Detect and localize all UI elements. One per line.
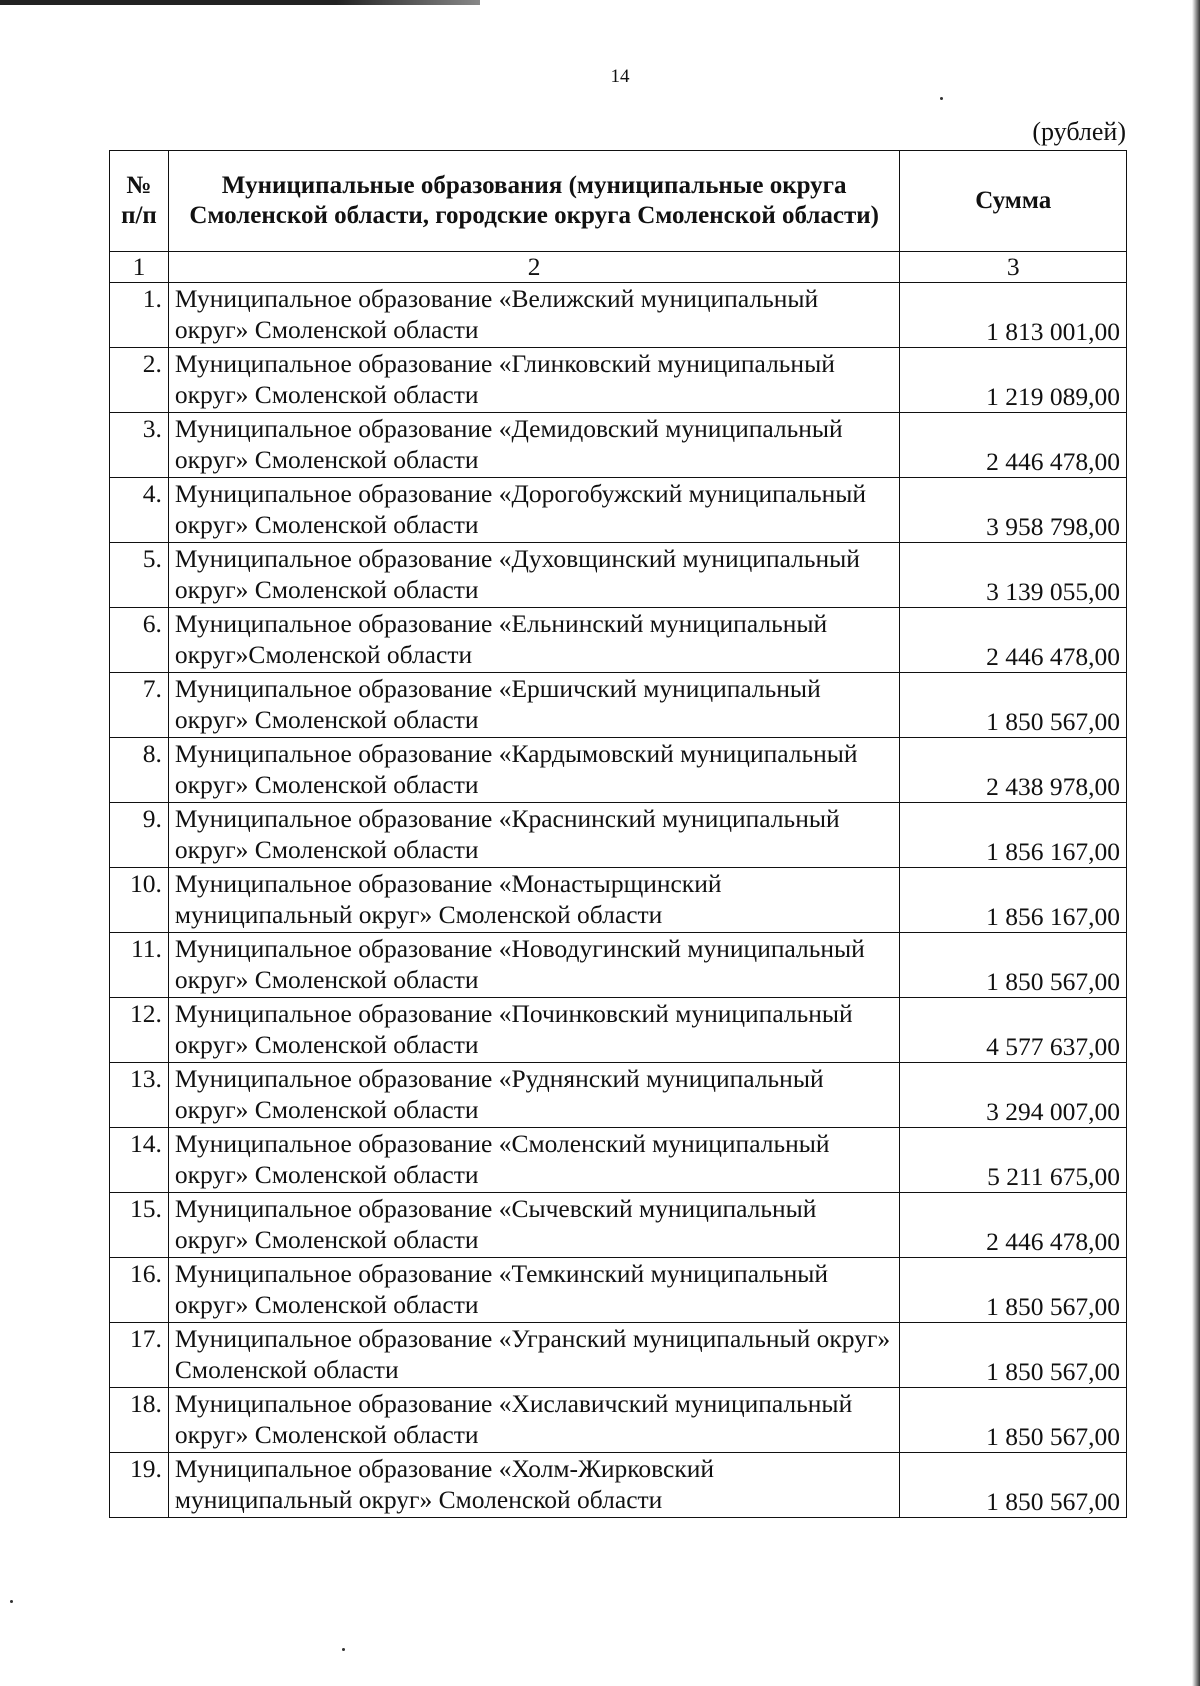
row-sum: 1 219 089,00 [900,348,1127,413]
row-number: 12. [110,998,169,1063]
table-row [110,543,1127,608]
row-sum: 3 139 055,00 [900,543,1127,608]
row-municipality: Муниципальное образование «Демидовский муниципальный округ» Смоленской области [168,413,900,478]
row-number: 19. [110,1453,169,1518]
row-number: 9. [110,803,169,868]
row-municipality: Муниципальное образование «Темкинский муниципальный округ» Смоленской области [168,1258,900,1323]
row-sum: 1 850 567,00 [900,1323,1127,1388]
row-municipality: Муниципальное образование «Починковский муниципальный округ» Смоленской области [168,998,900,1063]
row-municipality: Муниципальное образование «Духовщинский муниципальный округ» Смоленской области [168,543,900,608]
row-municipality: Муниципальное образование «Дорогобужский муниципальный округ» Смоленской области [168,478,900,543]
column-number: 1 [110,252,169,283]
row-sum: 1 850 567,00 [900,1258,1127,1323]
row-municipality: Муниципальное образование «Краснинский муниципальный округ» Смоленской области [168,803,900,868]
row-number: 11. [110,933,169,998]
row-municipality: Муниципальное образование «Новодугинский муниципальный округ» Смоленской области [168,933,900,998]
row-municipality: Муниципальное образование «Глинковский муниципальный округ» Смоленской области [168,348,900,413]
header-sum: Сумма [900,151,1127,252]
row-municipality: Муниципальное образование «Холм-Жирковский муниципальный округ» Смоленской области [168,1453,900,1518]
row-sum: 3 958 798,00 [900,478,1127,543]
header-municipality: Муниципальные образования (муниципальные округа Смоленской области, городские округа Смоленской области) [168,151,900,252]
table-row [110,1258,1127,1323]
row-sum: 2 438 978,00 [900,738,1127,803]
table-row [110,478,1127,543]
table-row [110,1453,1127,1518]
scan-speck [342,1648,345,1651]
table-row [110,1063,1127,1128]
row-sum: 2 446 478,00 [900,413,1127,478]
table-row [110,868,1127,933]
row-sum: 1 850 567,00 [900,673,1127,738]
row-municipality: Муниципальное образование «Ершичский муниципальный округ» Смоленской области [168,673,900,738]
scan-top-line [0,0,480,5]
row-number: 15. [110,1193,169,1258]
header-number: № п/п [110,151,169,252]
row-municipality: Муниципальное образование «Смоленский муниципальный округ» Смоленской области [168,1128,900,1193]
column-number: 2 [168,252,900,283]
row-sum: 3 294 007,00 [900,1063,1127,1128]
column-number: 3 [900,252,1127,283]
unit-label: (рублей) [1032,117,1126,146]
row-sum: 1 850 567,00 [900,933,1127,998]
row-sum: 1 856 167,00 [900,803,1127,868]
row-number: 4. [110,478,169,543]
table-row [110,1128,1127,1193]
table-row [110,1388,1127,1453]
scan-right-edge [1192,0,1200,1686]
table-row [110,803,1127,868]
row-sum: 4 577 637,00 [900,998,1127,1063]
row-sum: 1 850 567,00 [900,1388,1127,1453]
table-row [110,673,1127,738]
row-number: 7. [110,673,169,738]
row-municipality: Муниципальное образование «Кардымовский муниципальный округ» Смоленской области [168,738,900,803]
table-row [110,283,1127,348]
row-sum: 2 446 478,00 [900,1193,1127,1258]
row-sum: 1 856 167,00 [900,868,1127,933]
row-number: 16. [110,1258,169,1323]
row-number: 5. [110,543,169,608]
row-municipality: Муниципальное образование «Ельнинский муниципальный округ»Смоленской области [168,608,900,673]
row-municipality: Муниципальное образование «Монастырщинский муниципальный округ» Смоленской области [168,868,900,933]
table-row [110,998,1127,1063]
allocation-table [109,150,1127,1518]
table-header-row [110,151,1127,252]
page-number: 14 [610,66,630,87]
row-number: 10. [110,868,169,933]
table-row [110,1323,1127,1388]
row-municipality: Муниципальное образование «Велижский муниципальный округ» Смоленской области [168,283,900,348]
table-row [110,1193,1127,1258]
row-number: 3. [110,413,169,478]
row-number: 6. [110,608,169,673]
table-row [110,413,1127,478]
row-municipality: Муниципальное образование «Хиславичский муниципальный округ» Смоленской области [168,1388,900,1453]
row-sum: 1 850 567,00 [900,1453,1127,1518]
row-municipality: Муниципальное образование «Угранский муниципальный округ» Смоленской области [168,1323,900,1388]
row-number: 13. [110,1063,169,1128]
row-sum: 2 446 478,00 [900,608,1127,673]
table-row [110,348,1127,413]
row-sum: 5 211 675,00 [900,1128,1127,1193]
table-row [110,608,1127,673]
row-municipality: Муниципальное образование «Руднянский муниципальный округ» Смоленской области [168,1063,900,1128]
table-row [110,738,1127,803]
row-number: 18. [110,1388,169,1453]
row-number: 8. [110,738,169,803]
row-number: 17. [110,1323,169,1388]
table-row [110,933,1127,998]
scan-speck [10,1600,13,1603]
row-municipality: Муниципальное образование «Сычевский муниципальный округ» Смоленской области [168,1193,900,1258]
row-number: 14. [110,1128,169,1193]
scan-speck [940,97,943,100]
row-number: 2. [110,348,169,413]
row-number: 1. [110,283,169,348]
column-number-row [110,252,1127,283]
row-sum: 1 813 001,00 [900,283,1127,348]
